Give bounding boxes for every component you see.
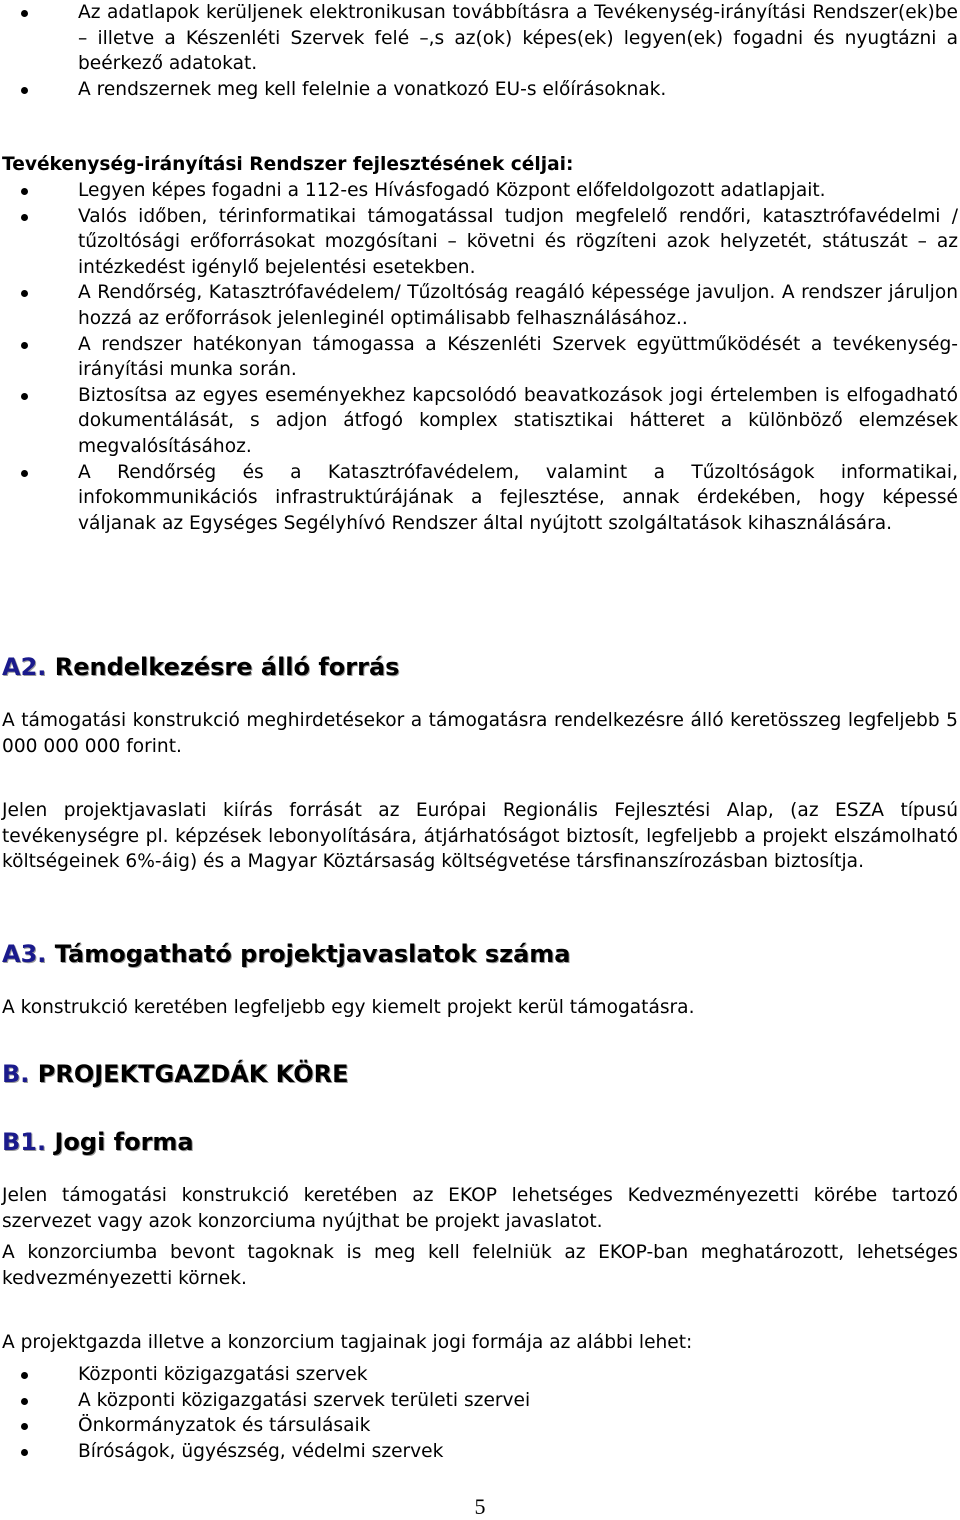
section-number: A3. <box>2 940 47 968</box>
bullet-icon <box>21 1398 28 1405</box>
paragraph: Jelen támogatási konstrukció keretében az EKOP lehetséges Kedvezményezetti körébe tartozó szervezet vagy azok konzorciuma nyújthat be projekt javaslatot. <box>2 1185 958 1232</box>
bullet-icon <box>21 342 28 349</box>
section-title: Támogatható projektjavaslatok száma <box>54 940 571 968</box>
bullet-icon <box>21 290 28 297</box>
list-item-text: Önkormányzatok és társulásaik <box>78 1415 371 1437</box>
list-item <box>0 204 958 281</box>
paragraph: A támogatási konstrukció meghirdetésekor a támogatásra rendelkezésre álló keretösszeg legfeljebb 5 000 000 000 forint. <box>2 710 958 757</box>
bullet-icon <box>21 393 28 400</box>
section-number: A2. <box>2 653 47 681</box>
section-heading-a3 <box>2 939 571 969</box>
list-item-text: A Rendőrség és a Katasztrófavédelem, valamint a Tűzoltóságok informatikai, infokommunikációs infrastruktúrájának a fejlesztése, annak érdekében, hogy képessé váljanak az Egységes Segélyhívó Rendszer által nyújtott szolgáltatások kihasználására. <box>78 461 958 534</box>
list-item-text: Legyen képes fogadni a 112-es Hívásfogadó Központ előfeldolgozott adatlapjait. <box>78 180 826 201</box>
list-item <box>0 332 958 383</box>
list-item <box>0 1413 958 1439</box>
paragraph: Jelen projektjavaslati kiírás forrását az Európai Regionális Fejlesztési Alap, (az ESZA típusú tevékenységre pl. képzések lebonyolítására, átjárhatóságot biztosít, legfeljebb a projekt elszámolható költségeinek 6%-áig) és a Magyar Köztársaság költségvetése társfinanszírozásban biztosítja. <box>2 800 958 873</box>
list-item-text: A Rendőrség, Katasztrófavédelem/ Tűzoltóság reagáló képessége javuljon. A rendszer járuljon hozzá az erőforrások jelenleginél optimálisabb felhasználásához.. <box>78 282 958 329</box>
goals-title: Tevékenység-irányítási Rendszer fejlesztésének céljai: <box>2 154 574 175</box>
section-title: PROJEKTGAZDÁK KÖRE <box>37 1060 349 1088</box>
bullet-icon <box>21 87 28 94</box>
list-item-text: Központi közigazgatási szervek <box>78 1364 368 1385</box>
section-heading-a2 <box>2 652 399 682</box>
list-item <box>0 0 958 77</box>
list-item <box>0 1439 958 1465</box>
bullet-icon <box>21 1372 28 1379</box>
list-item <box>0 178 958 204</box>
list-item-text: A rendszer hatékonyan támogassa a Készenléti Szervek együttműködését a tevékenység-irányítási munka során. <box>78 333 958 381</box>
paragraph: A projektgazda illetve a konzorcium tagjainak jogi formája az alábbi lehet: <box>2 1332 693 1353</box>
paragraph: A konzorciumba bevont tagoknak is meg kell felelniük az EKOP-ban meghatározott, lehetséges kedvezményezetti körnek. <box>2 1242 958 1289</box>
page-number: 5 <box>474 1494 486 1519</box>
list-item-text: A központi közigazgatási szervek területi szervei <box>78 1389 531 1411</box>
bullet-icon <box>21 188 28 195</box>
bullet-icon <box>21 1423 28 1430</box>
list-item <box>0 77 958 103</box>
list-item-text: A rendszernek meg kell felelnie a vonatkozó EU-s előírásoknak. <box>78 78 667 100</box>
section-number: B1. <box>2 1128 47 1156</box>
bullet-icon <box>21 1449 28 1456</box>
list-item-text: Az adatlapok kerüljenek elektronikusan továbbításra a Tevékenység-irányítási Rendszer(ek)be – illetve a Készenléti Szervek felé –,s az(ok) képes(ek) legyen(ek) fogadni és nyugtázni a beérkező adatokat. <box>78 2 958 75</box>
list-item-text: Biztosítsa az egyes eseményekhez kapcsolódó beavatkozások jogi értelemben is elfogadható dokumentálását, s adjon átfogó komplex statisztikai hátteret a különböző elemzések megvalósításához. <box>78 384 958 457</box>
list-item-text: Valós időben, térinformatikai támogatással tudjon megfelelő rendőri, katasztrófavédelmi / tűzoltósági erőforrásokat mozgósítani – követni és rögzíteni azok helyzetét, státuszát – az intézkedést igénylő bejelentési esetekben. <box>78 205 958 278</box>
paragraph: A konstrukció keretében legfeljebb egy kiemelt projekt kerül támogatásra. <box>2 997 695 1018</box>
section-title: Jogi forma <box>54 1128 194 1156</box>
section-heading-b1 <box>2 1127 194 1157</box>
list-item <box>0 460 958 537</box>
list-item <box>0 1388 958 1414</box>
list-item <box>0 280 958 331</box>
bullet-icon <box>21 10 28 17</box>
section-number: B. <box>2 1060 30 1088</box>
bullet-icon <box>21 470 28 477</box>
section-heading-b <box>2 1059 348 1089</box>
requirements-list <box>0 0 958 102</box>
list-item <box>0 1362 958 1388</box>
goals-list <box>0 178 958 536</box>
bullet-icon <box>21 214 28 221</box>
legal-form-list <box>0 1362 958 1464</box>
section-title: Rendelkezésre álló forrás <box>54 653 400 681</box>
list-item-text: Bíróságok, ügyészség, védelmi szervek <box>78 1440 444 1462</box>
list-item <box>0 383 958 460</box>
